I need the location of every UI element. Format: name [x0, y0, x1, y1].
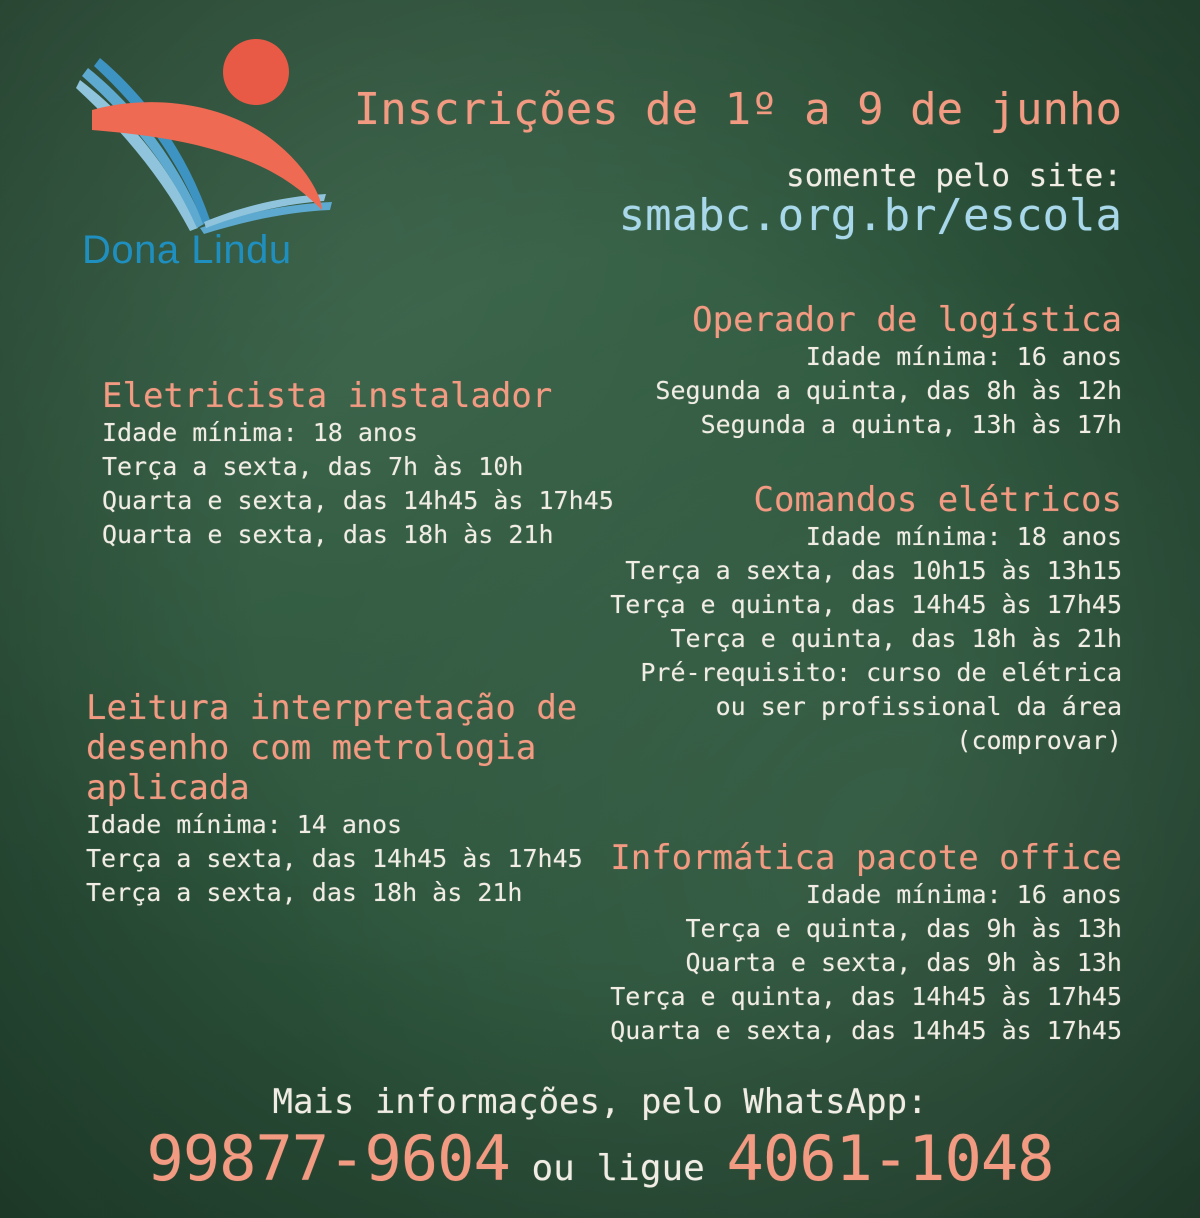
- course-title: Informática pacote office: [610, 838, 1122, 878]
- course-line: Terça e quinta, das 14h45 às 17h45: [610, 590, 1122, 619]
- contact-footer: [0, 1080, 1200, 1204]
- course-line: Idade mínima: 18 anos: [102, 418, 419, 447]
- site-label: somente pelo site:: [786, 158, 1122, 194]
- course-line: (comprovar): [956, 726, 1122, 755]
- course-leitura: [86, 688, 583, 910]
- course-line: Terça e quinta, das 18h às 21h: [670, 624, 1122, 653]
- course-logistica: [655, 300, 1122, 442]
- course-line: ou ser profissional da área: [715, 692, 1122, 721]
- contact-line: [0, 1124, 1200, 1204]
- phone-number[interactable]: 4061-1048: [726, 1122, 1054, 1195]
- site-url-link[interactable]: smabc.org.br/escola: [618, 190, 1122, 241]
- course-line: Idade mínima: 16 anos: [805, 880, 1122, 909]
- course-line: Quarta e sexta, das 18h às 21h: [102, 520, 554, 549]
- course-line: Quarta e sexta, das 14h45 às 17h45: [610, 1016, 1122, 1045]
- course-informatica: [610, 838, 1122, 1048]
- course-line: Terça a sexta, das 7h às 10h: [102, 452, 524, 481]
- course-title: Leitura interpretação de: [86, 688, 578, 728]
- course-title: aplicada: [86, 768, 250, 808]
- course-line: Terça a sexta, das 18h às 21h: [86, 878, 523, 907]
- course-line: Quarta e sexta, das 14h45 às 17h45: [102, 486, 614, 515]
- course-eletricista: [102, 376, 614, 552]
- connector-text: ou ligue: [531, 1148, 705, 1189]
- whatsapp-number[interactable]: 99877-9604: [146, 1122, 510, 1195]
- course-line: Segunda a quinta, das 8h às 12h: [655, 376, 1122, 405]
- course-line: Pré-requisito: curso de elétrica: [640, 658, 1122, 687]
- course-comandos: [610, 480, 1122, 758]
- course-line: Terça e quinta, das 9h às 13h: [685, 914, 1122, 943]
- course-line: Terça a sexta, das 14h45 às 17h45: [86, 844, 583, 873]
- course-line: Segunda a quinta, 13h às 17h: [700, 410, 1122, 439]
- course-line: Terça e quinta, das 14h45 às 17h45: [610, 982, 1122, 1011]
- course-title: desenho com metrologia: [86, 728, 537, 768]
- course-line: Idade mínima: 14 anos: [86, 810, 403, 839]
- headline: Inscrições de 1º a 9 de junho: [353, 84, 1122, 135]
- course-line: Quarta e sexta, das 9h às 13h: [685, 948, 1122, 977]
- info-label: Mais informações, pelo WhatsApp:: [272, 1082, 928, 1122]
- course-line: Terça a sexta, das 10h15 às 13h15: [625, 556, 1122, 585]
- course-title: Comandos elétricos: [753, 480, 1122, 520]
- course-title: Operador de logística: [692, 300, 1122, 340]
- course-title: Eletricista instalador: [102, 376, 553, 416]
- logo-text: Dona Lindu: [82, 228, 292, 272]
- course-line: Idade mínima: 18 anos: [805, 522, 1122, 551]
- course-line: Idade mínima: 16 anos: [805, 342, 1122, 371]
